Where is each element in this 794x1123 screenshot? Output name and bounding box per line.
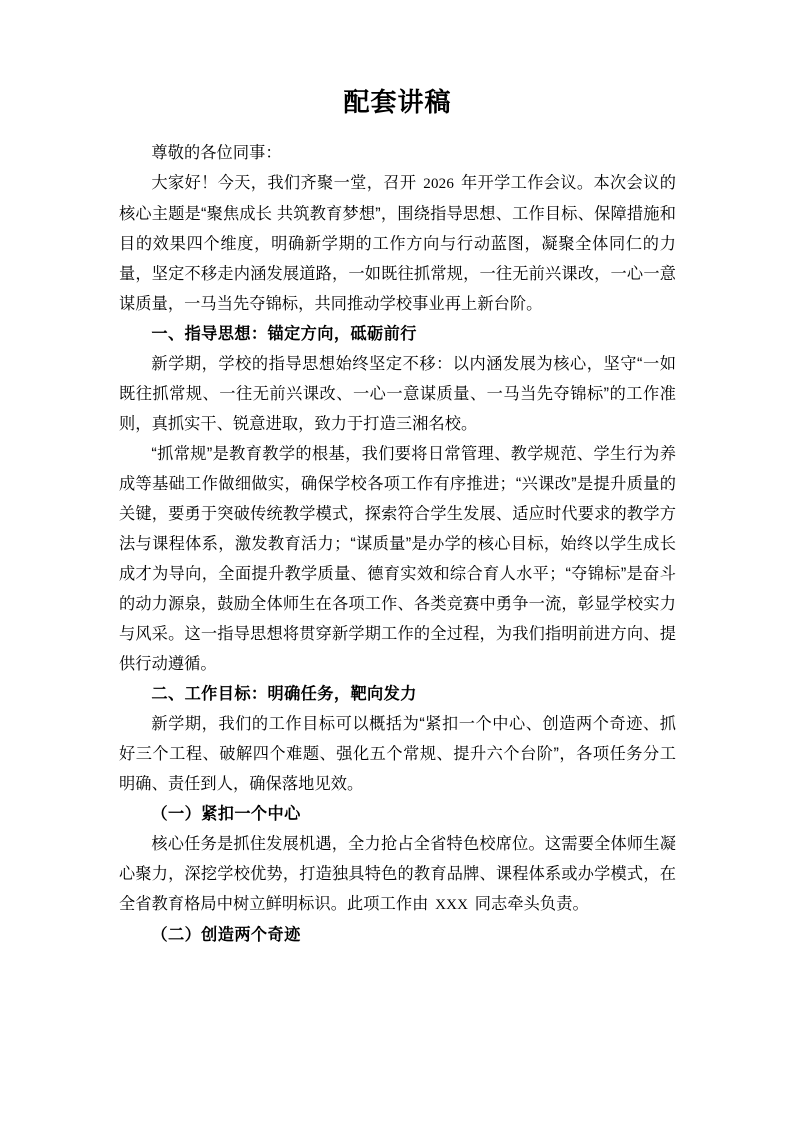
section-2-paragraph-1: 新学期，我们的工作目标可以概括为“紧扣一个中心、创造两个奇迹、抓好三个工程、破解四个难题、强化五个常规、提升六个台阶”，各项任务分工明确、责任到人，确保落地见效。 [119,715,676,793]
subsection-heading-2: （二）创造两个奇迹 [151,926,301,944]
salutation-line: 尊敬的各位同事： [151,144,282,162]
document-body [119,86,676,950]
subsection-1-paragraph-1: 核心任务是抓住发展机遇，全力抢占全省特色校席位。这需要全体师生凝心聚力，深挖学校优势，打造独具特色的教育品牌、课程体系或办学模式，在全省教育格局中树立鲜明标识。此项工作由 XXX 同志牵头负责。 [119,835,676,913]
section-heading-2: 二、工作目标：明确任务，靶向发力 [151,685,417,703]
section-heading-1: 一、指导思想：锚定方向，砥砺前行 [151,325,417,343]
paragraph-opening: 大家好！今天，我们齐聚一堂，召开 2026 年开学工作会议。本次会议的核心主题是“聚焦成长 共筑教育梦想”，围绕指导思想、工作目标、保障措施和目的效果四个维度，明确新学期的工作方向与行动蓝图，凝聚全体同仁的力量，坚定不移走内涵发展道路，一如既往抓常规，一往无前兴课改，一心一意谋质量，一马当先夺锦标，共同推动学校事业再上新台阶。 [119,174,676,313]
subsection-heading-1: （一）紧扣一个中心 [151,805,301,823]
section-1-paragraph-2: “抓常规”是教育教学的根基，我们要将日常管理、教学规范、学生行为养成等基础工作做细做实，确保学校各项工作有序推进；“兴课改”是提升质量的关键，要勇于突破传统教学模式，探索符合学生发展、适应时代要求的教学方法与课程体系，激发教育活力；“谋质量”是办学的核心目标，始终以学生成长成才为导向，全面提升教学质量、德育实效和综合育人水平；“夺锦标”是奋斗的动力源泉，鼓励全体师生在各项工作、各类竞赛中勇争一流，彰显学校实力与风采。这一指导思想将贯穿新学期工作的全过程，为我们指明前进方向、提供行动遵循。 [119,445,676,673]
page-title: 配套讲稿 [343,88,452,117]
section-1-paragraph-1: 新学期，学校的指导思想始终坚定不移：以内涵发展为核心，坚守“一如既往抓常规、一往无前兴课改、一心一意谋质量、一马当先夺锦标”的工作准则，真抓实干、锐意进取，致力于打造三湘名校。 [119,355,676,433]
